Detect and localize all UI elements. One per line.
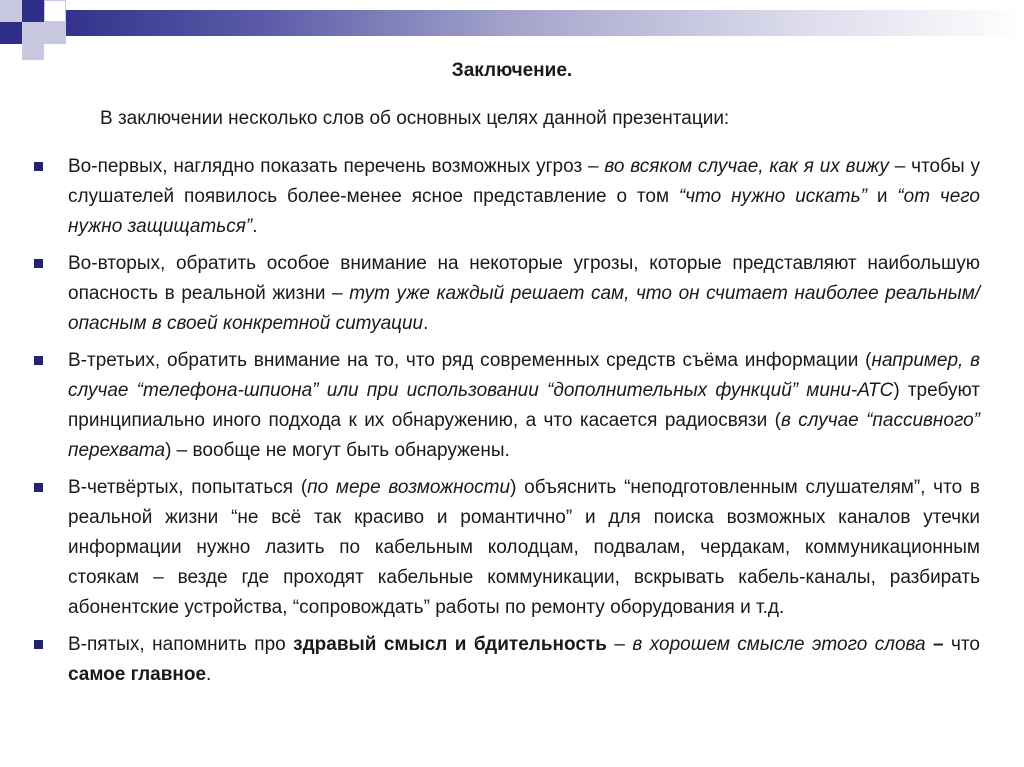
bullet-text-segment: во всяком случае, как я их вижу	[604, 156, 889, 177]
bullet-text-segment: и	[866, 186, 898, 207]
deco-square	[22, 0, 44, 22]
bullet-text-segment: .	[423, 313, 429, 334]
bullet-text-segment: ) требуют принципиально иного подхода к их обнаружению, а что касается радиосвязи (	[68, 380, 980, 431]
slide-intro: В заключении несколько слов об основных целях данной презентации:	[100, 108, 730, 129]
bullet-text-segment: .	[206, 664, 212, 685]
bullet-text-segment: ) объяснить “неподготовленным слушателям”, что в реальной жизни “не всё так красиво и романтично” и для поиска возможных каналов утечки информации нужно лазить по кабельным колодцам, подвалам, чердакам, коммуникационным стоякам – везде где проходят кабельные коммуникации, вскрывать кабель-каналы, разбирать абонентские устройства, “сопровождать” работы по ремонту оборудования и т.д.	[68, 477, 980, 618]
bullet-item	[34, 473, 980, 623]
header-decoration	[0, 0, 1024, 60]
square-bullet-icon	[34, 162, 43, 171]
bullet-text-segment: В-третьих, обратить внимание на то, что ряд современных средств съёма информации (	[68, 350, 872, 371]
bullet-text-segment: –	[925, 634, 952, 655]
deco-square	[0, 22, 22, 44]
bullet-item	[34, 249, 980, 339]
bullet-text-segment: в хорошем смысле этого слова	[632, 634, 926, 655]
bullet-text-segment: здравый смысл и бдительность	[293, 634, 607, 655]
bullet-text-segment: ) – вообще не могут быть обнаружены.	[165, 440, 510, 461]
bullet-text-segment: в случае “пассивного” перехвата	[68, 410, 981, 461]
bullet-text-segment: .	[252, 216, 258, 237]
bullet-item	[34, 346, 980, 466]
deco-square	[22, 44, 44, 60]
square-bullet-icon	[34, 483, 43, 492]
bullet-text-segment: самое главное	[68, 664, 207, 685]
bullet-text-segment: что	[951, 634, 980, 655]
gradient-bar	[44, 10, 1024, 36]
bullet-item	[34, 630, 980, 690]
bullet-list	[34, 152, 980, 697]
square-bullet-icon	[34, 356, 43, 365]
bullet-text-segment: –	[606, 634, 633, 655]
bullet-text-segment: В-пятых, напомнить про	[68, 634, 294, 655]
bullet-text-segment: “что нужно искать”	[678, 186, 867, 207]
square-bullet-icon	[34, 640, 43, 649]
deco-square	[44, 0, 66, 22]
deco-square	[0, 0, 22, 22]
bullet-text-segment: В-четвёртых, попытаться (	[68, 477, 308, 498]
bullet-text-segment: например, в случае “телефона-шпиона” или при использовании “дополнительных функций” мини-АТС	[68, 350, 980, 401]
bullet-text-segment: Во-первых, наглядно показать перечень возможных угроз –	[68, 156, 605, 177]
bullet-text-segment: по мере возможности	[307, 477, 511, 498]
slide-title: Заключение.	[451, 60, 573, 81]
bullet-text-segment: – чтобы у слушателей появилось более-менее ясное представление о том	[68, 156, 980, 207]
square-bullet-icon	[34, 259, 43, 268]
deco-square	[22, 22, 44, 44]
deco-square	[44, 22, 66, 44]
bullet-text-segment: тут уже каждый решает сам, что он считает наиболее реальным/опасным в своей конкретной ситуации	[68, 283, 980, 334]
bullet-item	[34, 152, 980, 242]
bullet-text-segment: Во-вторых, обратить особое внимание на некоторые угрозы, которые представляют наибольшую опасность в реальной жизни –	[68, 253, 980, 304]
bullet-text-segment: “от чего нужно защищаться”	[68, 186, 981, 237]
